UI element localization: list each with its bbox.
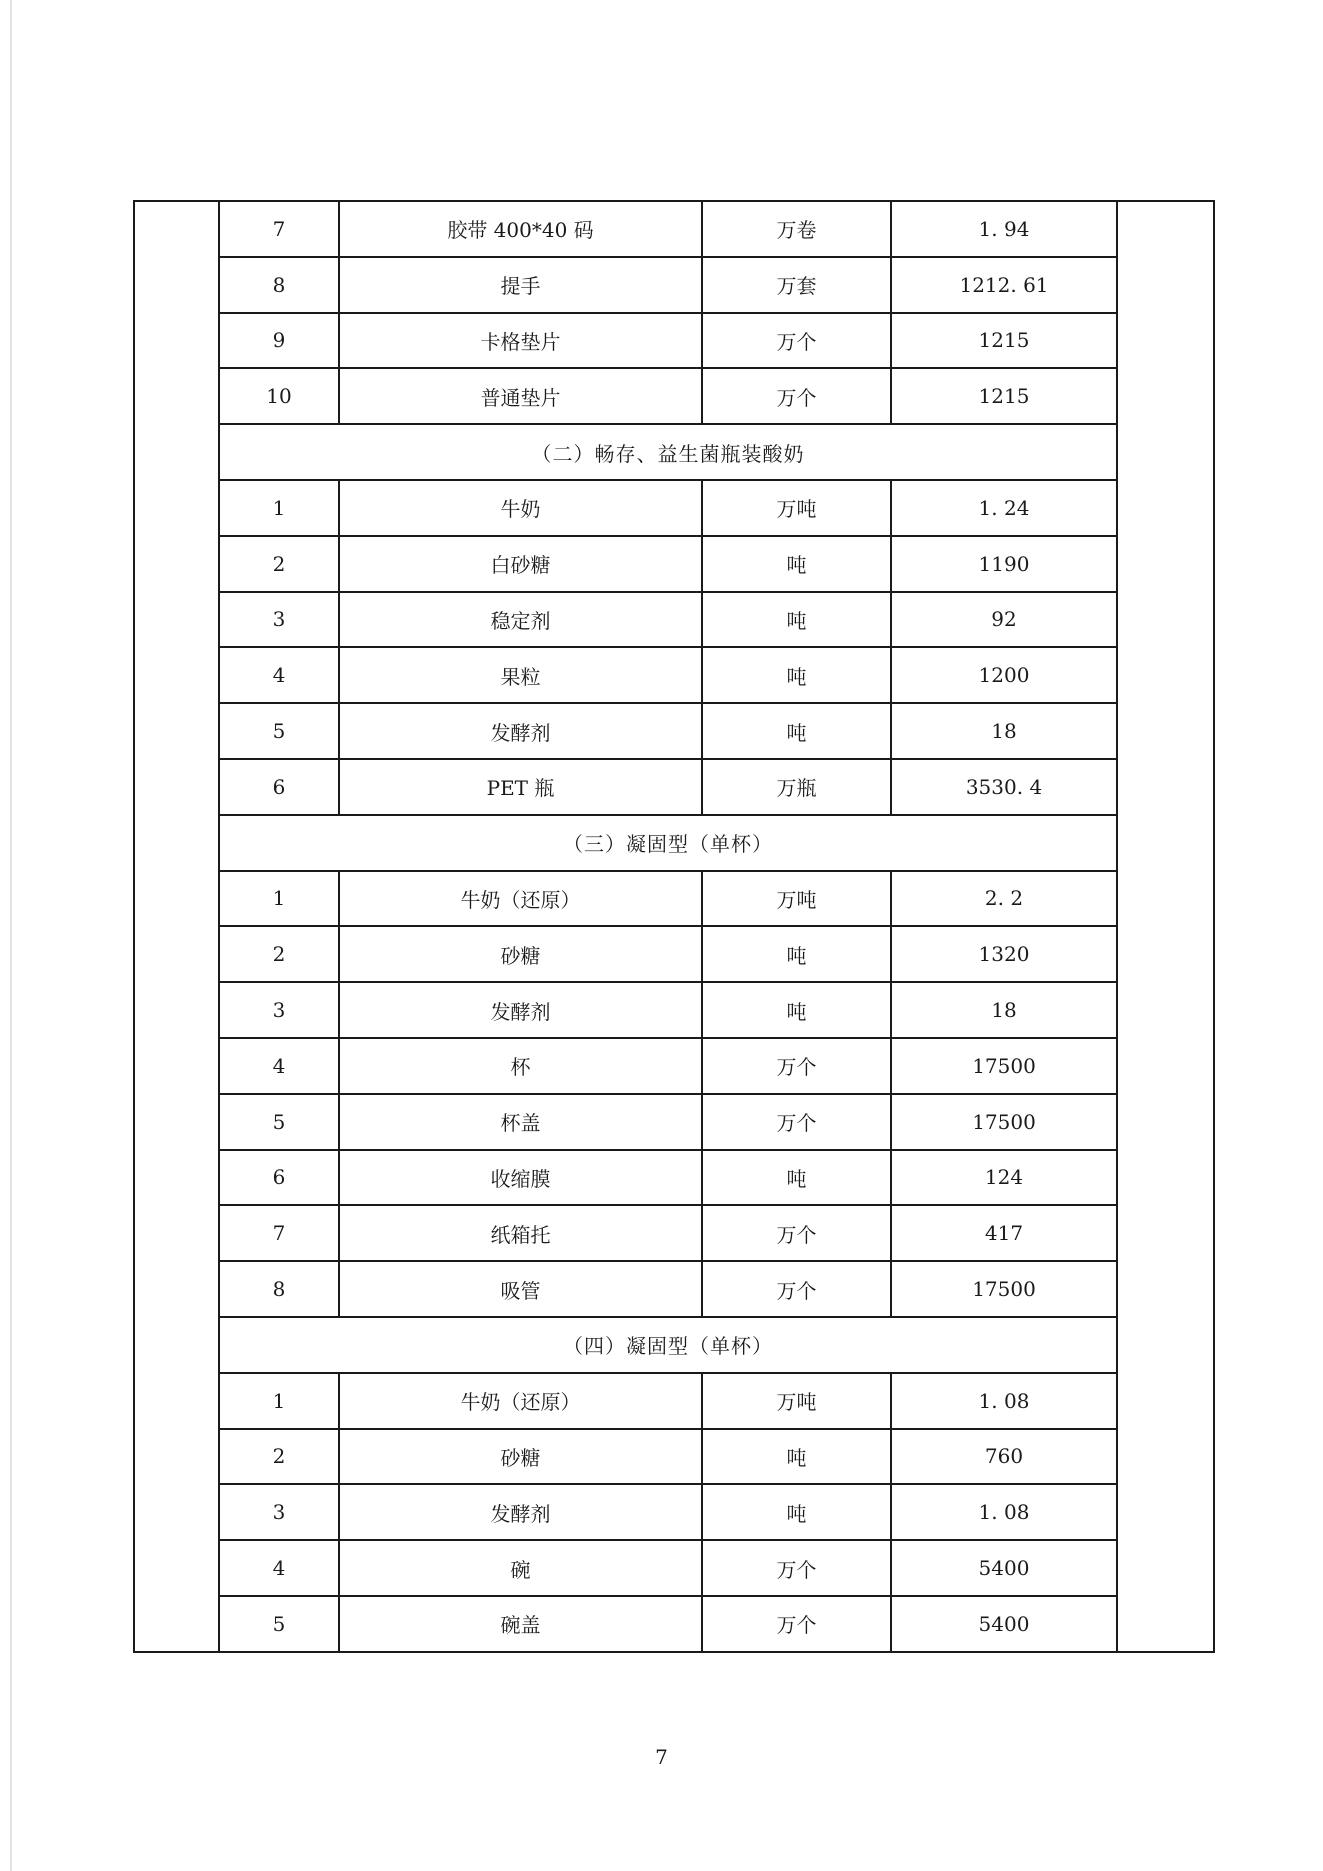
row-number-cell: 8 xyxy=(219,1261,339,1317)
quantity-cell: 17500 xyxy=(891,1038,1117,1094)
table-row xyxy=(134,871,1214,927)
row-number-cell: 2 xyxy=(219,926,339,982)
table-row xyxy=(134,1540,1214,1596)
unit-cell: 吨 xyxy=(702,1429,891,1485)
quantity-cell: 5400 xyxy=(891,1596,1117,1652)
unit-cell: 吨 xyxy=(702,592,891,648)
unit-cell: 万个 xyxy=(702,1038,891,1094)
right-margin-cell xyxy=(1117,1429,1214,1485)
unit-cell: 万卷 xyxy=(702,201,891,257)
row-number-cell: 4 xyxy=(219,1038,339,1094)
material-name-cell: 稳定剂 xyxy=(339,592,702,648)
material-name-cell: 卡格垫片 xyxy=(339,313,702,369)
table-row xyxy=(134,592,1214,648)
right-margin-cell xyxy=(1117,1373,1214,1429)
unit-cell: 吨 xyxy=(702,703,891,759)
right-margin-cell xyxy=(1117,1261,1214,1317)
left-margin-cell xyxy=(134,982,219,1038)
quantity-cell: 1215 xyxy=(891,368,1117,424)
left-margin-cell xyxy=(134,424,219,480)
quantity-cell: 5400 xyxy=(891,1540,1117,1596)
right-margin-cell xyxy=(1117,592,1214,648)
row-number-cell: 3 xyxy=(219,982,339,1038)
quantity-cell: 417 xyxy=(891,1205,1117,1261)
unit-cell: 吨 xyxy=(702,926,891,982)
table-row xyxy=(134,1429,1214,1485)
quantity-cell: 2. 2 xyxy=(891,871,1117,927)
material-name-cell: 发酵剂 xyxy=(339,982,702,1038)
left-margin-cell xyxy=(134,1317,219,1373)
row-number-cell: 6 xyxy=(219,1150,339,1206)
materials-table-body xyxy=(134,201,1214,1652)
left-margin-cell xyxy=(134,1373,219,1429)
right-margin-cell xyxy=(1117,1038,1214,1094)
unit-cell: 万个 xyxy=(702,313,891,369)
left-margin-cell xyxy=(134,703,219,759)
left-margin-cell xyxy=(134,759,219,815)
row-number-cell: 1 xyxy=(219,1373,339,1429)
table-row xyxy=(134,480,1214,536)
quantity-cell: 3530. 4 xyxy=(891,759,1117,815)
row-number-cell: 2 xyxy=(219,1429,339,1485)
row-number-cell: 2 xyxy=(219,536,339,592)
row-number-cell: 3 xyxy=(219,1484,339,1540)
left-margin-cell xyxy=(134,1094,219,1150)
right-margin-cell xyxy=(1117,982,1214,1038)
left-margin-cell xyxy=(134,1484,219,1540)
left-margin-cell xyxy=(134,257,219,313)
material-name-cell: 提手 xyxy=(339,257,702,313)
unit-cell: 吨 xyxy=(702,1484,891,1540)
material-name-cell: 普通垫片 xyxy=(339,368,702,424)
left-margin-cell xyxy=(134,1596,219,1652)
table-row xyxy=(134,1261,1214,1317)
table-row xyxy=(134,1484,1214,1540)
quantity-cell: 1. 08 xyxy=(891,1373,1117,1429)
table-row xyxy=(134,1150,1214,1206)
row-number-cell: 3 xyxy=(219,592,339,648)
material-name-cell: 牛奶（还原） xyxy=(339,871,702,927)
right-margin-cell xyxy=(1117,1540,1214,1596)
table-row xyxy=(134,257,1214,313)
left-margin-cell xyxy=(134,926,219,982)
section-title: （四）凝固型（单杯） xyxy=(219,1317,1117,1373)
right-margin-cell xyxy=(1117,1596,1214,1652)
unit-cell: 万个 xyxy=(702,1094,891,1150)
right-margin-cell xyxy=(1117,647,1214,703)
right-margin-cell xyxy=(1117,1150,1214,1206)
left-margin-cell xyxy=(134,815,219,871)
row-number-cell: 4 xyxy=(219,1540,339,1596)
right-margin-cell xyxy=(1117,1094,1214,1150)
section-title: （二）畅存、益生菌瓶装酸奶 xyxy=(219,424,1117,480)
row-number-cell: 1 xyxy=(219,871,339,927)
quantity-cell: 1200 xyxy=(891,647,1117,703)
quantity-cell: 1. 08 xyxy=(891,1484,1117,1540)
table-row xyxy=(134,982,1214,1038)
row-number-cell: 4 xyxy=(219,647,339,703)
left-margin-cell xyxy=(134,201,219,257)
quantity-cell: 92 xyxy=(891,592,1117,648)
right-margin-cell xyxy=(1117,536,1214,592)
quantity-cell: 17500 xyxy=(891,1261,1117,1317)
quantity-cell: 760 xyxy=(891,1429,1117,1485)
row-number-cell: 9 xyxy=(219,313,339,369)
left-margin-cell xyxy=(134,313,219,369)
table-row xyxy=(134,536,1214,592)
row-number-cell: 5 xyxy=(219,1596,339,1652)
section-title: （三）凝固型（单杯） xyxy=(219,815,1117,871)
table-row xyxy=(134,1205,1214,1261)
unit-cell: 万瓶 xyxy=(702,759,891,815)
material-name-cell: PET 瓶 xyxy=(339,759,702,815)
table-row xyxy=(134,926,1214,982)
table-row xyxy=(134,1094,1214,1150)
row-number-cell: 10 xyxy=(219,368,339,424)
left-margin-cell xyxy=(134,647,219,703)
unit-cell: 万吨 xyxy=(702,871,891,927)
material-name-cell: 收缩膜 xyxy=(339,1150,702,1206)
table-row xyxy=(134,201,1214,257)
table-row xyxy=(134,368,1214,424)
unit-cell: 吨 xyxy=(702,1150,891,1206)
material-name-cell: 纸箱托 xyxy=(339,1205,702,1261)
right-margin-cell xyxy=(1117,368,1214,424)
right-margin-cell xyxy=(1117,703,1214,759)
table-row xyxy=(134,759,1214,815)
table-row xyxy=(134,647,1214,703)
quantity-cell: 1320 xyxy=(891,926,1117,982)
left-margin-cell xyxy=(134,592,219,648)
table-row xyxy=(134,1596,1214,1652)
unit-cell: 万套 xyxy=(702,257,891,313)
right-margin-cell xyxy=(1117,926,1214,982)
unit-cell: 万吨 xyxy=(702,480,891,536)
unit-cell: 吨 xyxy=(702,982,891,1038)
row-number-cell: 5 xyxy=(219,1094,339,1150)
material-name-cell: 牛奶 xyxy=(339,480,702,536)
quantity-cell: 18 xyxy=(891,703,1117,759)
section-header-row xyxy=(134,424,1214,480)
table-row xyxy=(134,703,1214,759)
left-margin-cell xyxy=(134,871,219,927)
material-name-cell: 碗 xyxy=(339,1540,702,1596)
right-margin-cell xyxy=(1117,815,1214,871)
row-number-cell: 8 xyxy=(219,257,339,313)
material-name-cell: 白砂糖 xyxy=(339,536,702,592)
page-edge-shadow xyxy=(10,0,12,1871)
material-name-cell: 发酵剂 xyxy=(339,703,702,759)
unit-cell: 万个 xyxy=(702,1540,891,1596)
left-margin-cell xyxy=(134,1261,219,1317)
left-margin-cell xyxy=(134,480,219,536)
table-row xyxy=(134,313,1214,369)
unit-cell: 万个 xyxy=(702,1596,891,1652)
material-name-cell: 杯 xyxy=(339,1038,702,1094)
unit-cell: 万吨 xyxy=(702,1373,891,1429)
table-row xyxy=(134,1373,1214,1429)
unit-cell: 吨 xyxy=(702,536,891,592)
unit-cell: 万个 xyxy=(702,1261,891,1317)
right-margin-cell xyxy=(1117,1317,1214,1373)
right-margin-cell xyxy=(1117,424,1214,480)
quantity-cell: 1. 94 xyxy=(891,201,1117,257)
row-number-cell: 7 xyxy=(219,201,339,257)
right-margin-cell xyxy=(1117,480,1214,536)
material-name-cell: 砂糖 xyxy=(339,926,702,982)
material-name-cell: 砂糖 xyxy=(339,1429,702,1485)
section-header-row xyxy=(134,1317,1214,1373)
material-name-cell: 发酵剂 xyxy=(339,1484,702,1540)
left-margin-cell xyxy=(134,1038,219,1094)
left-margin-cell xyxy=(134,1540,219,1596)
row-number-cell: 5 xyxy=(219,703,339,759)
row-number-cell: 7 xyxy=(219,1205,339,1261)
row-number-cell: 6 xyxy=(219,759,339,815)
section-header-row xyxy=(134,815,1214,871)
right-margin-cell xyxy=(1117,1484,1214,1540)
material-name-cell: 碗盖 xyxy=(339,1596,702,1652)
right-margin-cell xyxy=(1117,257,1214,313)
quantity-cell: 1190 xyxy=(891,536,1117,592)
quantity-cell: 18 xyxy=(891,982,1117,1038)
left-margin-cell xyxy=(134,368,219,424)
right-margin-cell xyxy=(1117,201,1214,257)
material-name-cell: 果粒 xyxy=(339,647,702,703)
left-margin-cell xyxy=(134,536,219,592)
material-name-cell: 吸管 xyxy=(339,1261,702,1317)
left-margin-cell xyxy=(134,1205,219,1261)
material-name-cell: 杯盖 xyxy=(339,1094,702,1150)
unit-cell: 万个 xyxy=(702,1205,891,1261)
quantity-cell: 17500 xyxy=(891,1094,1117,1150)
left-margin-cell xyxy=(134,1150,219,1206)
left-margin-cell xyxy=(134,1429,219,1485)
table-row xyxy=(134,1038,1214,1094)
unit-cell: 吨 xyxy=(702,647,891,703)
unit-cell: 万个 xyxy=(702,368,891,424)
material-name-cell: 胶带 400*40 码 xyxy=(339,201,702,257)
quantity-cell: 1215 xyxy=(891,313,1117,369)
right-margin-cell xyxy=(1117,1205,1214,1261)
right-margin-cell xyxy=(1117,313,1214,369)
material-name-cell: 牛奶（还原） xyxy=(339,1373,702,1429)
row-number-cell: 1 xyxy=(219,480,339,536)
page-number: 7 xyxy=(655,1745,668,1769)
right-margin-cell xyxy=(1117,759,1214,815)
right-margin-cell xyxy=(1117,871,1214,927)
quantity-cell: 1212. 61 xyxy=(891,257,1117,313)
quantity-cell: 124 xyxy=(891,1150,1117,1206)
materials-table xyxy=(133,200,1215,1653)
quantity-cell: 1. 24 xyxy=(891,480,1117,536)
